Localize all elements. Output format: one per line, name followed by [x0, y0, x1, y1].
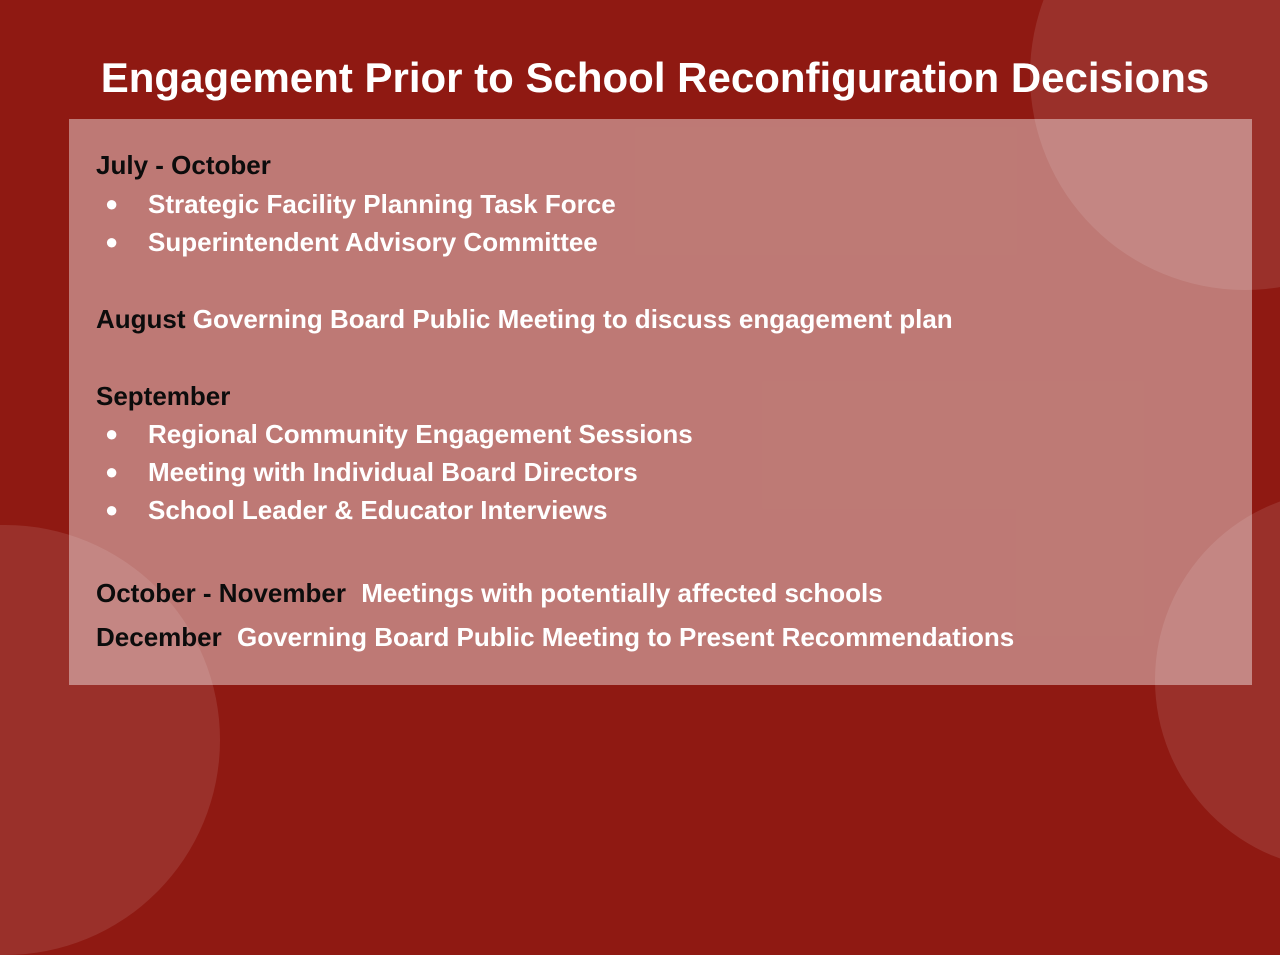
- bullet-icon: ●: [105, 191, 119, 216]
- timeline-entry-december: [96, 620, 1014, 654]
- list-item-task-force: Strategic Facility Planning Task Force: [148, 189, 616, 219]
- bullet-icon: ●: [105, 497, 119, 522]
- list-item-leader-interviews: School Leader & Educator Interviews: [148, 495, 608, 525]
- month-label-october-november: October - November: [96, 578, 346, 608]
- bullet-icon: ●: [105, 229, 119, 254]
- list-item-regional-sessions: Regional Community Engagement Sessions: [148, 419, 693, 449]
- entry-description-october-november: Meetings with potentially affected schools: [361, 578, 883, 608]
- timeline-entry-october-november: [96, 576, 883, 610]
- bullet-icon: ●: [105, 459, 119, 484]
- month-label-december: December: [96, 622, 222, 652]
- list-item-advisory-committee: Superintendent Advisory Committee: [148, 227, 598, 257]
- timeline-entry-august: [96, 302, 953, 336]
- entry-description-december: Governing Board Public Meeting to Present Recommendations: [236, 622, 1015, 652]
- list-item-board-directors: Meeting with Individual Board Directors: [148, 457, 638, 487]
- slide-title: Engagement Prior to School Reconfiguration Decisions: [100, 54, 1210, 101]
- month-label-august: August: [96, 304, 186, 334]
- section-heading-july-october: July - October: [96, 150, 271, 180]
- section-heading-september: September: [96, 381, 231, 411]
- bullet-icon: ●: [105, 421, 119, 446]
- timeline-panel: [69, 119, 1252, 685]
- entry-description-august: Governing Board Public Meeting to discuss engagement plan: [192, 304, 953, 334]
